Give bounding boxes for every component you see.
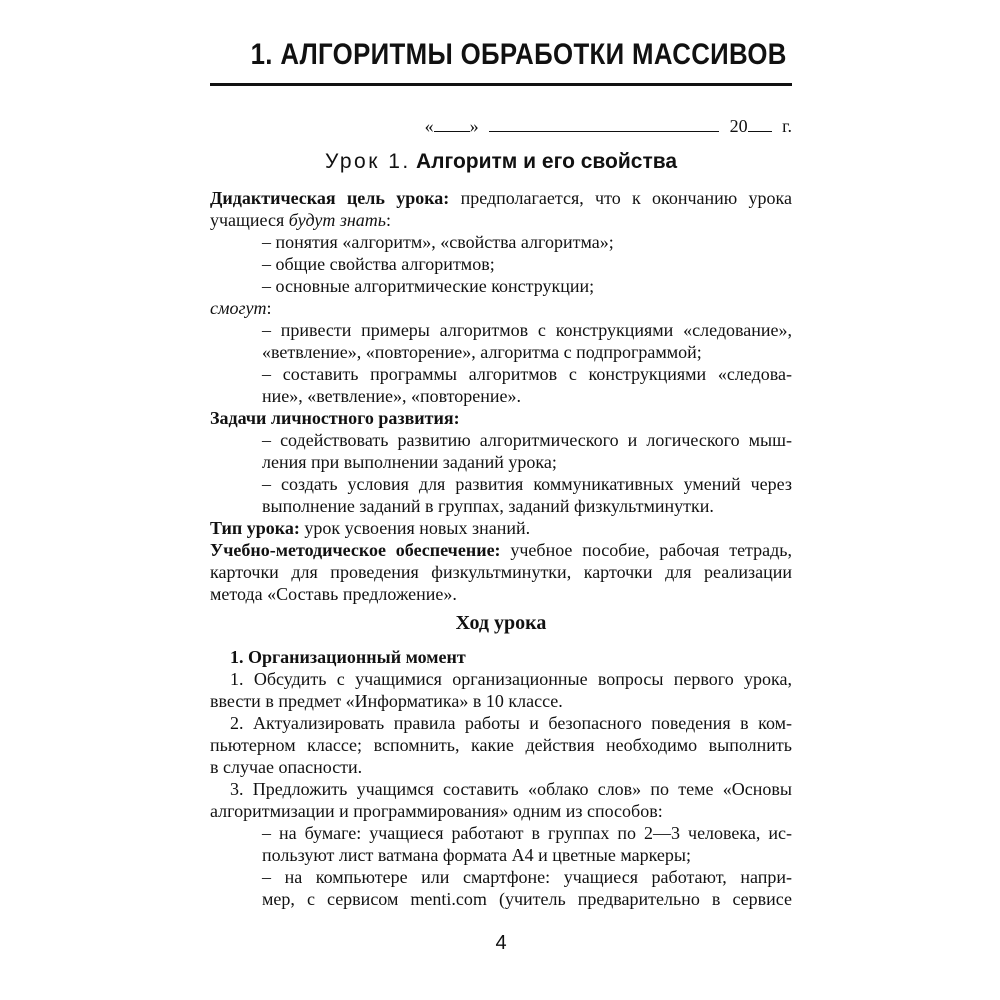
lesson-label: Урок 1. (324, 150, 411, 173)
paragraph-line: алгоритмизации и программирования» одним из способов: (210, 801, 663, 821)
month-blank (489, 116, 719, 132)
lesson-title: Алгоритм и его свойства (415, 150, 678, 173)
personal-label: Задачи личностного развития: (210, 408, 460, 428)
lesson-heading (210, 149, 792, 174)
lesson-type-value: урок усвоения новых знаний. (304, 518, 531, 538)
will-know: будут знать (288, 210, 387, 230)
personal-line: – содействовать развитию алгоритмического и логического мыш- (262, 430, 792, 450)
option-line: пользуют лист ватмана формата А4 и цветные маркеры; (262, 845, 692, 865)
know-item: – общие свойства алгоритмов; (262, 254, 495, 274)
didactic-line-1 (210, 187, 792, 209)
support-rest: учебное пособие, рабочая тетрадь, (510, 540, 792, 560)
date-open-quote: « (424, 116, 434, 136)
option-line: – на бумаге: учащиеся работают в группах по 2—3 человека, ис- (262, 823, 792, 843)
section-heading-text: 1. Организационный момент (230, 647, 466, 667)
know-item: – понятия «алгоритм», «свойства алгоритма»; (262, 232, 614, 252)
section-heading (230, 646, 812, 668)
didactic-intro: предполагается, что к окончанию урока (460, 188, 792, 208)
personal-line: – создать условия для развития коммуникативных умений через (262, 474, 792, 494)
option-line: мер, с сервисом menti.com (учитель предварительно в сервисе (262, 889, 792, 909)
option-line: – на компьютере или смартфоне: учащиеся работают, напри- (262, 867, 792, 887)
didactic-students: учащиеся (210, 210, 289, 230)
paragraph-line: пьютерном классе; вспомнить, какие действия необходимо выполнить (210, 735, 792, 755)
support-label: Учебно-методическое обеспечение: (210, 540, 501, 560)
personal-label-line (210, 407, 792, 429)
can-label-line (210, 297, 792, 319)
support-line-3: метода «Составь предложение». (210, 584, 457, 604)
can-line: – составить программы алгоритмов с конструкциями «следова- (262, 364, 792, 384)
didactic-line-2 (210, 209, 792, 231)
can-line: – привести примеры алгоритмов с конструкциями «следование», (262, 320, 792, 340)
didactic-label: Дидактическая цель урока: (210, 188, 450, 208)
personal-line: ления при выполнении заданий урока; (262, 452, 557, 472)
can-line: ние», «ветвление», «повторение». (262, 386, 522, 406)
support-line-1 (210, 539, 792, 561)
paragraph-line: в случае опасности. (210, 757, 363, 777)
will-know-colon: : (386, 210, 392, 230)
day-blank (434, 116, 470, 132)
know-item: – основные алгоритмические конструкции; (262, 276, 595, 296)
paragraph-line: 3. Предложить учащимся составить «облако слов» по теме «Основы (230, 779, 792, 799)
date-close-quote: » (469, 116, 479, 136)
paragraph-line: 1. Обсудить с учащимися организационные вопросы первого урока, (230, 669, 792, 689)
chapter-title: 1. АЛГОРИТМЫ ОБРАБОТКИ МАССИВОВ (250, 38, 787, 71)
can-colon: : (266, 298, 272, 318)
can-line: «ветвление», «повторение», алгоритма с подпрограммой; (262, 342, 702, 362)
paragraph-line: ввести в предмет «Информатика» в 10 классе. (210, 691, 563, 711)
year-blank (748, 116, 772, 132)
lesson-type-line (210, 517, 792, 539)
personal-line: выполнение заданий в группах, заданий физкультминутки. (262, 496, 714, 516)
paragraph-line: 2. Актуализировать правила работы и безопасного поведения в ком- (230, 713, 792, 733)
date-line (210, 116, 792, 137)
course-heading: Ход урока (455, 612, 547, 634)
page-number: 4 (495, 932, 507, 954)
lesson-type-label: Тип урока: (210, 518, 300, 538)
support-line-2: карточки для проведения физкультминутки, карточки для реализации (210, 562, 792, 582)
year-suffix: г. (782, 116, 792, 136)
can-label: смогут (210, 298, 267, 318)
year-prefix: 20 (729, 116, 748, 136)
header-rule (210, 83, 792, 86)
